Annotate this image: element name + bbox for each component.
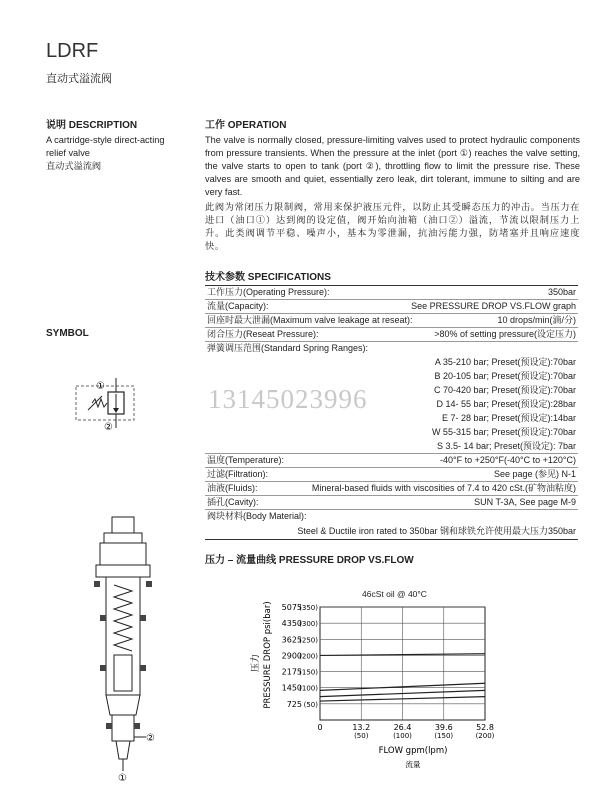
y-tick-label: 5075 [281, 603, 302, 612]
x-axis-label: FLOW gpm(lpm) [378, 746, 448, 756]
nose-section [112, 715, 134, 741]
symbol-heading: SYMBOL [46, 328, 89, 339]
seal-icon [100, 665, 106, 671]
valve-section-drawing [90, 515, 165, 785]
y-tick-sublabel: (300) [299, 620, 318, 629]
spec-label: 回座时最大泄漏(Maximum valve leakage at reseat): [207, 315, 413, 325]
y-tick-label: 2175 [281, 667, 302, 677]
spec-row [205, 482, 578, 496]
y-tick-label: 3625 [281, 635, 302, 645]
locknut [104, 533, 142, 543]
spec-value: SUN T-3A, See page M-9 [474, 497, 576, 507]
spec-label: 闭合压力(Reseat Pressure): [207, 329, 319, 339]
operation-section [205, 116, 580, 253]
page-subtitle: 直动式溢流阀 [46, 73, 112, 85]
y-tick-sublabel: (150) [299, 668, 318, 677]
spring-icon [92, 399, 107, 407]
x-tick-sublabel: (50) [354, 732, 369, 740]
spec-value: Mineral-based fluids with viscosities of 7.4 to 420 cSt.(矿物油粘度) [311, 483, 576, 493]
y-tick-sublabel: (350) [299, 604, 318, 612]
pressure-flow-chart [240, 595, 510, 780]
x-tick-sublabel: (200) [475, 732, 495, 740]
y-tick-label: 2900 [281, 651, 302, 661]
spec-label: 油液(Fluids): [207, 483, 258, 493]
seal-icon [94, 581, 100, 587]
seal-icon [146, 581, 152, 587]
spec-value: See PRESSURE DROP VS.FLOW graph [411, 301, 576, 311]
seat-section [106, 695, 140, 715]
chart-title: 46cSt oil @ 40°C [362, 589, 427, 599]
spring-range: E 7- 28 bar; Preset(预设定):14bar [441, 413, 576, 423]
y-tick-label: 1450 [281, 683, 302, 693]
spec-row [205, 342, 578, 355]
cap-nut [100, 543, 146, 565]
spec-value: -40°F to +250°F(-40°C to +120°C) [440, 455, 576, 465]
relief-valve-symbol [70, 378, 150, 436]
spec-value: See page (参见) N-1 [493, 469, 576, 479]
y-tick-label: 725 [286, 699, 302, 709]
spec-label: 温度(Temperature): [207, 455, 285, 465]
hex-body [96, 565, 150, 577]
description-section [46, 116, 196, 173]
chart-heading: 压力 – 流量曲线 PRESSURE DROP VS.FLOW [205, 555, 414, 566]
spec-row [205, 510, 578, 523]
spring-icon [114, 585, 132, 651]
seal-icon [106, 723, 112, 729]
spec-row [205, 328, 578, 342]
inlet-nozzle [116, 741, 130, 759]
seal-icon [140, 615, 146, 621]
section-port2-label: ② [146, 733, 155, 744]
symbol-port1-label: ① [96, 381, 105, 392]
operation-heading: 工作 OPERATION [205, 120, 287, 131]
spec-row [205, 454, 578, 468]
spec-label: 过滤(Filtration): [207, 469, 269, 479]
spring-range: A 35-210 bar; Preset(预设定):70bar [434, 357, 576, 367]
seal-icon [140, 665, 146, 671]
spring-range: B 20-105 bar; Preset(预设定):70bar [434, 371, 576, 381]
description-line: A cartridge-style direct-acting [46, 135, 165, 145]
spec-value: 350bar [547, 287, 576, 297]
spring-range: W 55-315 bar; Preset(预设定):70bar [431, 427, 576, 437]
x-axis-label-cn: 流量 [405, 760, 421, 769]
x-tick-label: 39.6 [434, 723, 453, 732]
x-tick-label: 13.2 [352, 723, 371, 732]
y-tick-sublabel: (250) [299, 636, 318, 645]
symbol-arrowhead [113, 408, 119, 413]
spec-row [205, 300, 578, 314]
y-tick-label: 4350 [281, 619, 302, 629]
seal-icon [134, 723, 140, 729]
y-tick-sublabel: (100) [299, 684, 318, 693]
description-line: 直动式溢流阀 [46, 161, 102, 171]
x-tick-sublabel: (150) [434, 732, 454, 740]
operation-text-cn: 此阀为常闭压力限制阀，常用来保护液压元件，以防止其受瞬态压力的冲击。当压力在进口（油口①）达到阀的设定值，阀开始向油箱（油口②）溢流，节流以限制压力上升。此类阀调节平稳、噪声小，基本为零泄漏，抗油污能力强，防堵塞并且响应速度快。 [205, 202, 580, 251]
watermark-phone: 13145023996 [208, 384, 368, 414]
poppet-guide [114, 655, 132, 691]
y-axis-label: PRESSURE DROP psi(bar) [263, 601, 273, 709]
spec-label: 流量(Capacity): [207, 301, 269, 311]
section-port1-label: ① [118, 773, 127, 784]
symbol-frame [76, 386, 134, 420]
specs-heading: 技术参数 SPECIFICATIONS [205, 272, 331, 283]
spec-row [205, 468, 578, 482]
y-tick-sublabel: (200) [299, 652, 318, 661]
symbol-port2-label: ② [104, 422, 113, 433]
spec-row [205, 496, 578, 510]
page-title: LDRF [46, 40, 99, 62]
spec-value: Steel & Ductile iron rated to 350bar 钢和球铁允许使用最大压力350bar [205, 523, 578, 540]
spec-label: 弹簧调压范围(Standard Spring Ranges): [207, 343, 369, 353]
spec-label: 插孔(Cavity): [207, 497, 259, 507]
operation-text-en: The valve is normally closed, pressure-limiting valves used to protect hydraulic components from pressure transients. When the pressure at the inlet (port ①) reaches the valve setting, the valve starts to open to tank (port ②), throttling flow to limit the pressure rise. These valves are smooth and quiet, essentially zero leak, dirt tolerant, immune to silting and are very fast. [205, 135, 580, 197]
spec-value: >80% of setting pressure(设定压力) [434, 329, 576, 339]
x-tick-label: 0 [317, 723, 323, 732]
spec-value: 10 drops/min(滴/分) [497, 315, 576, 325]
seal-icon [100, 615, 106, 621]
spec-row [205, 285, 578, 300]
x-tick-label: 52.8 [476, 723, 494, 732]
spring-range: C 70-420 bar; Preset(预设定):70bar [433, 385, 576, 395]
description-heading: 说明 DESCRIPTION [46, 120, 138, 131]
y-tick-sublabel: (50) [303, 700, 318, 709]
spec-row [205, 314, 578, 328]
spec-label: 工作压力(Operating Pressure): [207, 287, 330, 297]
adjust-screw [112, 517, 134, 533]
spec-label: 阀块材料(Body Material): [207, 511, 307, 521]
description-line: relief valve [46, 148, 90, 158]
spring-range: S 3.5- 14 bar; Preset(预设定): 7bar [205, 439, 578, 454]
y-axis-label-cn: 压力 [251, 653, 261, 673]
x-tick-label: 26.4 [393, 723, 412, 732]
x-tick-sublabel: (100) [393, 732, 412, 740]
spring-range: D 14- 55 bar; Preset(预设定):28bar [436, 399, 576, 409]
